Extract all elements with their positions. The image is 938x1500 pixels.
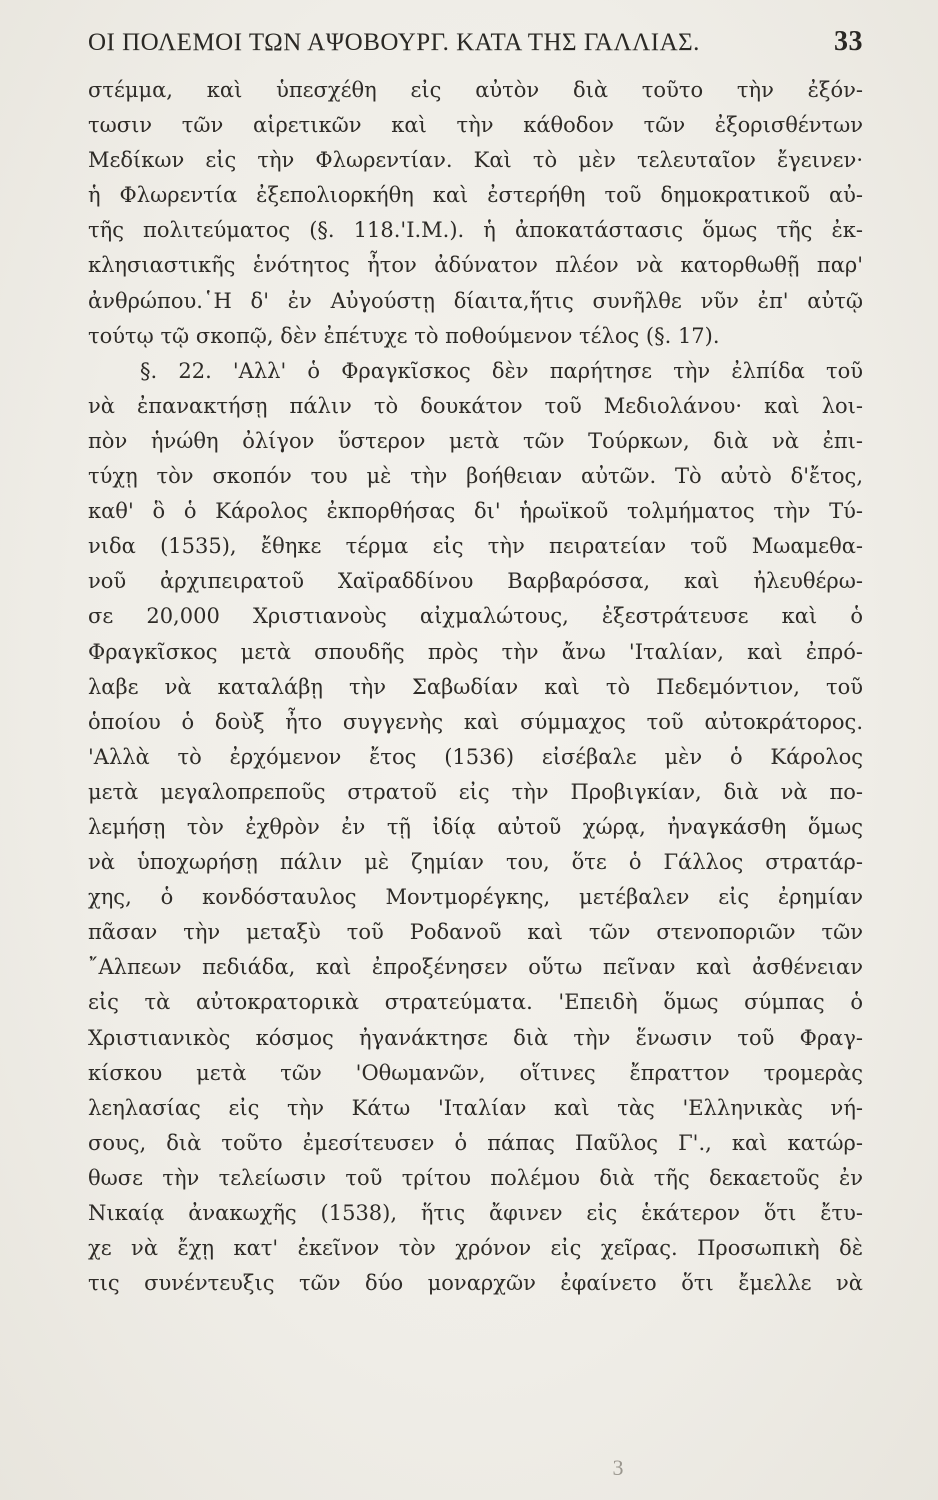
text-line: μετὰ μεγαλοπρεποῦς στρατοῦ εἰς τὴν Προβιγκίαν, διὰ νὰ πο-: [88, 779, 863, 804]
text-line: νιδα (1535), ἔθηκε τέρμα εἰς τὴν πειρατείαν τοῦ Μωαμεθα-: [88, 534, 863, 559]
text-line: λεμήσῃ τὸν ἐχθρὸν ἐν τῇ ἰδίᾳ αὐτοῦ χώρᾳ, ἠναγκάσθη ὅμως: [88, 814, 863, 839]
text-line: κλησιαστικῆς ἑνότητος ἦτον ἀδύνατον πλέον νὰ κατορθωθῇ παρ': [88, 253, 863, 278]
text-line: τούτῳ τῷ σκοπῷ, δὲν ἐπέτυχε τὸ ποθούμενον τέλος (§. 17).: [88, 323, 720, 348]
text-line: σους, διὰ τοῦτο ἐμεσίτευσεν ὁ πάπας Παῦλος Γ'., καὶ κατώρ-: [88, 1130, 863, 1155]
body-text: [88, 73, 863, 1301]
signature-mark: 3: [612, 1455, 624, 1480]
text-line: χε νὰ ἔχῃ κατ' ἐκεῖνον τὸν χρόνον εἰς χεῖρας. Προσωπικὴ δὲ: [88, 1236, 863, 1261]
text-line: ἀνθρώπου.῾Η δ' ἐν Αὐγούστῃ δίαιτα,ἥτις συνῆλθε νῦν ἐπ' αὐτῷ: [88, 288, 863, 313]
running-head: [88, 26, 863, 66]
text-line: λαβε νὰ καταλάβῃ τὴν Σαβωδίαν καὶ τὸ Πεδεμόντιον, τοῦ: [88, 674, 863, 699]
page-number: 33: [834, 26, 863, 57]
text-line: λεηλασίας εἰς τὴν Κάτω 'Ιταλίαν καὶ τὰς 'Ελληνικὰς νή-: [88, 1095, 863, 1120]
text-line: νὰ ὑποχωρήσῃ πάλιν μὲ ζημίαν του, ὅτε ὁ Γάλλος στρατάρ-: [88, 850, 863, 875]
text-line: τις συνέντευξις τῶν δύο μοναρχῶν ἐφαίνετο ὅτι ἔμελλε νὰ: [88, 1271, 863, 1296]
text-line: Φραγκῖσκος μετὰ σπουδῆς πρὸς τὴν ἄνω 'Ιταλίαν, καὶ ἐπρό-: [88, 639, 863, 664]
text-line: νὰ ἐπανακτήσῃ πάλιν τὸ δουκάτον τοῦ Μεδιολάνου· καὶ λοι-: [88, 393, 863, 418]
text-line: §. 22. 'Αλλ' ὁ Φραγκῖσκος δὲν παρήτησε τὴν ἐλπίδα τοῦ: [140, 358, 863, 383]
text-line: στέμμα, καὶ ὑπεσχέθη εἰς αὐτὸν διὰ τοῦτο τὴν ἐξόν-: [88, 78, 863, 102]
text-line: ὁποίου ὁ δοὺξ ἦτο συγγενὴς καὶ σύμμαχος τοῦ αὐτοκράτορος.: [88, 709, 863, 734]
text-line: Μεδίκων εἰς τὴν Φλωρεντίαν. Καὶ τὸ μὲν τελευταῖον ἔγεινεν·: [88, 148, 863, 173]
text-line: πὸν ἡνώθη ὀλίγον ὕστερον μετὰ τῶν Τούρκων, διὰ νὰ ἐπι-: [88, 428, 863, 453]
text-line: ἡ Φλωρεντία ἐξεπολιορκήθη καὶ ἐστερήθη τοῦ δημοκρατικοῦ αὐ-: [88, 183, 863, 208]
text-line: Χριστιανικὸς κόσμος ἠγανάκτησε διὰ τὴν ἕνωσιν τοῦ Φραγ-: [88, 1025, 863, 1050]
running-title: ΟΙ ΠΟΛΕΜΟΙ ΤΩΝ ΑΨΟΒΟΥΡΓ. ΚΑΤΑ ΤΗΣ ΓΑΛΛΙΑΣ.: [88, 29, 700, 56]
text-line: νοῦ ἀρχιπειρατοῦ Χαϊραδδίνου Βαρβαρόσσα, καὶ ἠλευθέρω-: [88, 569, 863, 594]
text-line: θωσε τὴν τελείωσιν τοῦ τρίτου πολέμου διὰ τῆς δεκαετοῦς ἐν: [88, 1165, 863, 1190]
text-line: τύχῃ τὸν σκοπόν του μὲ τὴν βοήθειαν αὐτῶν. Τὸ αὐτὸ δ'ἔτος,: [88, 464, 863, 489]
text-line: 'Αλλὰ τὸ ἐρχόμενον ἔτος (1536) εἰσέβαλε μὲν ὁ Κάρολος: [88, 744, 863, 769]
text-line: ῎Αλπεων πεδιάδα, καὶ ἐπροξένησεν οὕτω πεῖναν καὶ ἀσθένειαν: [88, 955, 863, 980]
text-line: Νικαίᾳ ἀνακωχῆς (1538), ἥτις ἄφινεν εἰς ἑκάτερον ὅτι ἔτυ-: [88, 1201, 863, 1225]
text-line: εἰς τὰ αὐτοκρατορικὰ στρατεύματα. 'Επειδὴ ὅμως σύμπας ὁ: [88, 990, 863, 1015]
text-line: τωσιν τῶν αἱρετικῶν καὶ τὴν κάθοδον τῶν ἐξορισθέντων: [88, 113, 863, 138]
text-line: τῆς πολιτεύματος (§. 118.'Ι.Μ.). ἡ ἀποκατάστασις ὅμως τῆς ἐκ-: [88, 218, 863, 243]
text-line: πᾶσαν τὴν μεταξὺ τοῦ Ροδανοῦ καὶ τῶν στενοποριῶν τῶν: [88, 920, 863, 945]
text-line: καθ' ὃ ὁ Κάρολος ἐκπορθήσας δι' ἡρωϊκοῦ τολμήματος τὴν Τύ-: [88, 499, 863, 524]
text-line: σε 20,000 Χριστιανοὺς αἰχμαλώτους, ἐξεστράτευσε καὶ ὁ: [88, 604, 863, 629]
text-line: χης, ὁ κονδόσταυλος Μοντμορέγκης, μετέβαλεν εἰς ἐρημίαν: [88, 885, 863, 910]
text-line: κίσκου μετὰ τῶν 'Οθωμανῶν, οἵτινες ἔπραττον τρομερὰς: [88, 1060, 863, 1085]
